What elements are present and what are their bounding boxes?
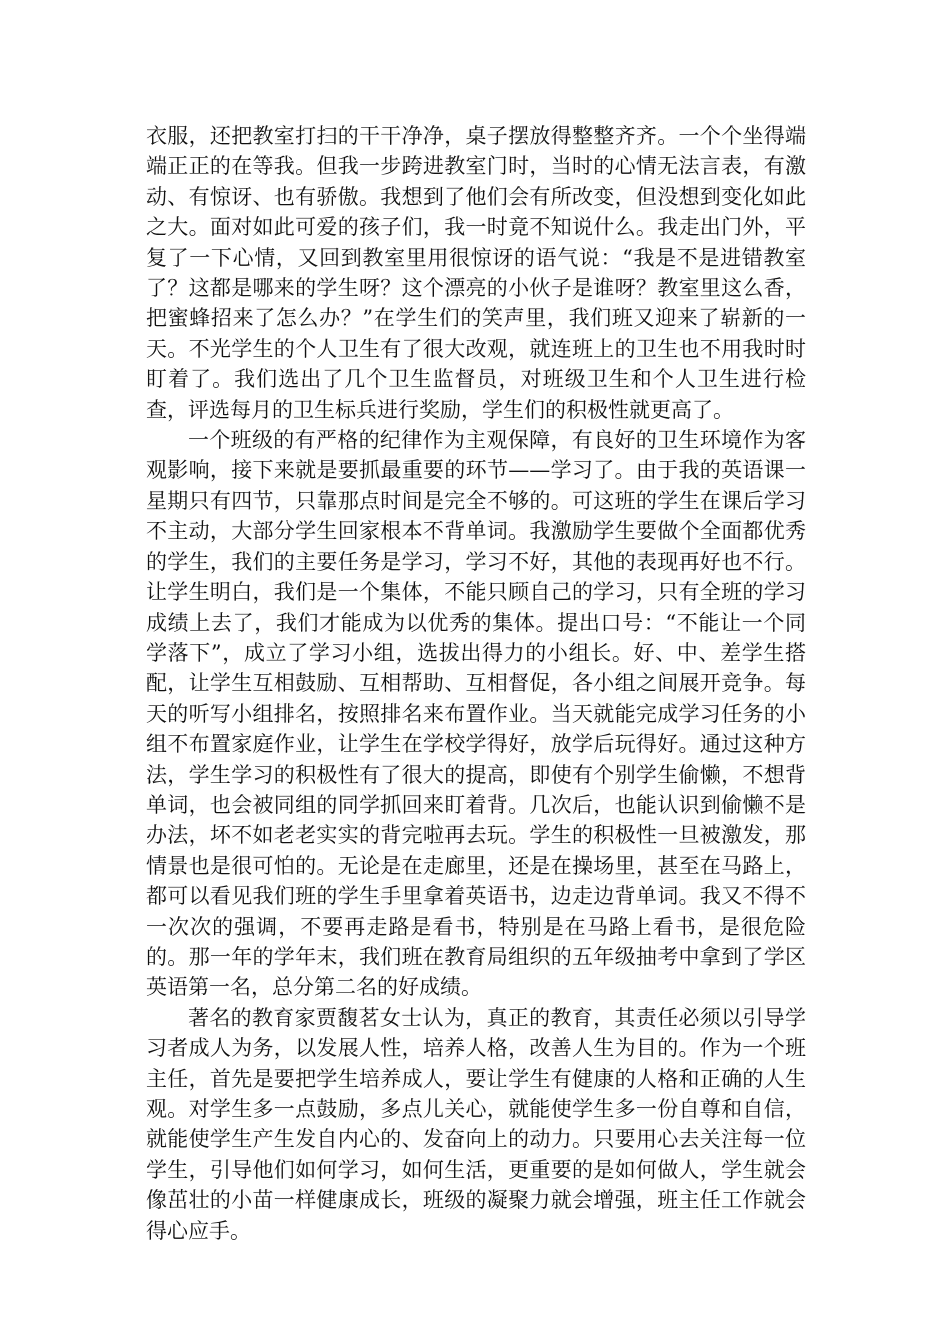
paragraph-continued: 衣服，还把教室打扫的干干净净，桌子摆放得整整齐齐。一个个坐得端端正正的在等我。但我一步跨进教室门时，当时的心情无法言表，有激动、有惊讶、也有骄傲。我想到了他们会有所改变，但没想到变化如此之大。面对如此可爱的孩子们，我一时竟不知说什么。我走出门外，平复了一下心情，又回到教室里用很惊讶的语气说：“我是不是进错教室了？这都是哪来的学生呀？这个漂亮的小伙子是谁呀？教室里这么香，把蜜蜂招来了怎么办？”在学生们的笑声里，我们班又迎来了崭新的一天。不光学生的个人卫生有了很大改观，就连班上的卫生也不用我时时盯着了。我们选出了几个卫生监督员，对班级卫生和个人卫生进行检查，评选每月的卫生标兵进行奖励，学生们的积极性就更高了。 xyxy=(146,124,806,422)
paragraph-learning: 一个班级的有严格的纪律作为主观保障，有良好的卫生环境作为客观影响，接下来就是要抓最重要的环节——学习了。由于我的英语课一星期只有四节，只靠那点时间是完全不够的。可这班的学生在课后学习不主动，大部分学生回家根本不背单词。我激励学生要做个全面都优秀的学生，我们的主要任务是学习，学习不好，其他的表现再好也不行。让学生明白，我们是一个集体，不能只顾自己的学习，只有全班的学习成绩上去了，我们才能成为以优秀的集体。提出口号：“不能让一个同学落下”，成立了学习小组，选拔出得力的小组长。好、中、差学生搭配，让学生互相鼓励、互相帮助、互相督促，各小组之间展开竞争。每天的听写小组排名，按照排名来布置作业。当天就能完成学习任务的小组不布置家庭作业，让学生在学校学得好，放学后玩得好。通过这种方法，学生学习的积极性有了很大的提高，即使有个别学生偷懒，不想背单词，也会被同组的同学抓回来盯着背。几次后，也能认识到偷懒不是办法，坏不如老老实实的背完啦再去玩。学生的积极性一旦被激发，那情景也是很可怕的。无论是在走廊里，还是在操场里，甚至在马路上，都可以看见我们班的学生手里拿着英语书，边走边背单词。我又不得不一次次的强调，不要再走路是看书，特别是在马路上看书，是很危险的。那一年的学年末，我们班在教育局组织的五年级抽考中拿到了学区英语第一名，总分第二名的好成绩。 xyxy=(146,428,806,1000)
body-text xyxy=(146,121,806,1246)
paragraph-education: 著名的教育家贾馥茗女士认为，真正的教育，其责任必须以引导学习者成人为务，以发展人性，培养人格，改善人生为目的。作为一个班主任，首先是要把学生培养成人，要让学生有健康的人格和正确的人生观。对学生多一点鼓励，多点儿关心，就能使学生多一份自尊和自信，就能使学生产生发自内心的、发奋向上的动力。只要用心去关注每一位学生，引导他们如何学习，如何生活，更重要的是如何做人，学生就会像茁壮的小苗一样健康成长，班级的凝聚力就会增强，班主任工作就会得心应手。 xyxy=(146,1005,806,1243)
